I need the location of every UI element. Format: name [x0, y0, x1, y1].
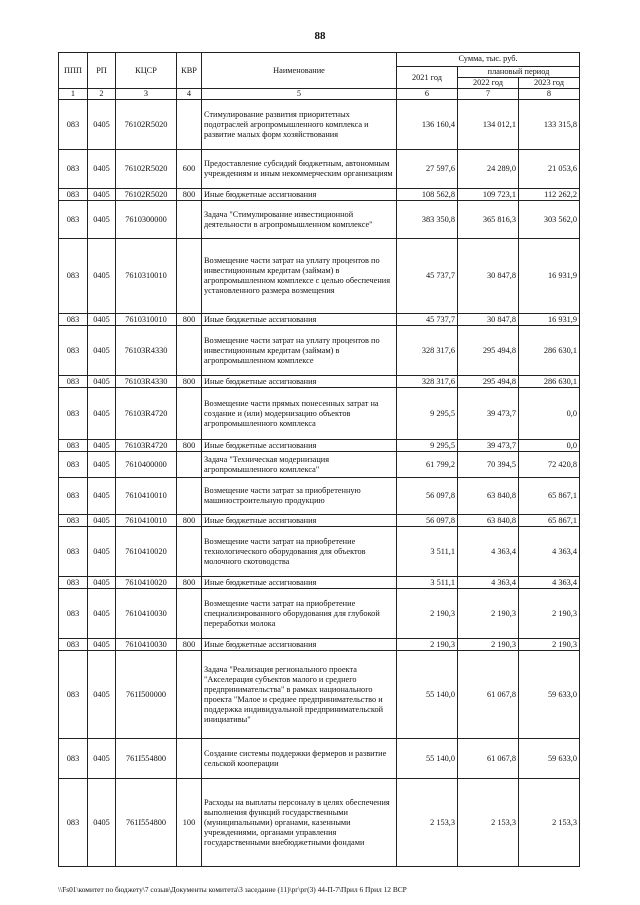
table-row — [59, 201, 580, 239]
cell-name: Иные бюджетные ассигнования — [202, 639, 397, 651]
cell-ppp: 083 — [59, 440, 88, 452]
cell-kcsr: 7610310010 — [116, 314, 177, 326]
cell-name: Иные бюджетные ассигнования — [202, 189, 397, 201]
table-row — [59, 189, 580, 201]
cell-2021: 55 140,0 — [397, 651, 458, 739]
cell-rp: 0405 — [88, 326, 116, 376]
cell-kcsr: 7610410030 — [116, 639, 177, 651]
cell-2021: 328 317,6 — [397, 326, 458, 376]
cell-kcsr: 76102R5020 — [116, 100, 177, 150]
cell-kvr — [177, 452, 202, 478]
cell-2022: 4 363,4 — [458, 527, 519, 577]
cell-kvr: 800 — [177, 376, 202, 388]
col-number-1: 1 — [59, 89, 88, 100]
col-number-5: 5 — [202, 89, 397, 100]
col-number-6: 6 — [397, 89, 458, 100]
cell-kcsr: 7610410030 — [116, 589, 177, 639]
cell-2022: 295 494,8 — [458, 326, 519, 376]
cell-ppp: 083 — [59, 326, 88, 376]
cell-2021: 45 737,7 — [397, 239, 458, 314]
cell-2023: 286 630,1 — [519, 376, 580, 388]
cell-kcsr: 7610410020 — [116, 527, 177, 577]
cell-ppp: 083 — [59, 651, 88, 739]
cell-kcsr: 76103R4330 — [116, 376, 177, 388]
cell-2023: 4 363,4 — [519, 527, 580, 577]
col-header-rp: РП — [88, 53, 116, 89]
cell-2021: 328 317,6 — [397, 376, 458, 388]
budget-table — [58, 52, 580, 867]
cell-ppp: 083 — [59, 515, 88, 527]
cell-2023: 59 633,0 — [519, 651, 580, 739]
table-row — [59, 376, 580, 388]
cell-2023: 59 633,0 — [519, 739, 580, 779]
cell-2022: 63 840,8 — [458, 515, 519, 527]
cell-kvr — [177, 100, 202, 150]
cell-2023: 133 315,8 — [519, 100, 580, 150]
cell-kvr — [177, 478, 202, 515]
cell-name: Иные бюджетные ассигнования — [202, 440, 397, 452]
cell-kcsr: 76103R4330 — [116, 326, 177, 376]
cell-ppp: 083 — [59, 150, 88, 189]
cell-2023: 65 867,1 — [519, 515, 580, 527]
col-number-4: 4 — [177, 89, 202, 100]
cell-rp: 0405 — [88, 527, 116, 577]
cell-name: Задача "Техническая модернизация агропромышленного комплекса" — [202, 452, 397, 478]
cell-2021: 56 097,8 — [397, 478, 458, 515]
cell-2021: 3 511,1 — [397, 527, 458, 577]
cell-name: Иные бюджетные ассигнования — [202, 515, 397, 527]
column-number-row — [59, 89, 580, 100]
cell-2023: 2 153,3 — [519, 779, 580, 867]
cell-ppp: 083 — [59, 639, 88, 651]
cell-kvr — [177, 239, 202, 314]
cell-kcsr: 76102R5020 — [116, 150, 177, 189]
cell-2023: 2 190,3 — [519, 639, 580, 651]
cell-2021: 3 511,1 — [397, 577, 458, 589]
cell-rp: 0405 — [88, 440, 116, 452]
cell-kvr — [177, 589, 202, 639]
cell-2022: 24 289,0 — [458, 150, 519, 189]
cell-2022: 134 012,1 — [458, 100, 519, 150]
col-header-2021: 2021 год — [397, 67, 458, 89]
cell-name: Возмещение части затрат на уплату процентов по инвестиционным кредитам (займам) в агропромышленном комплексе — [202, 326, 397, 376]
cell-2021: 136 160,4 — [397, 100, 458, 150]
cell-name: Возмещение части затрат на приобретение технологического оборудования для объектов молочного скотоводства — [202, 527, 397, 577]
cell-kvr: 100 — [177, 779, 202, 867]
cell-2022: 61 067,8 — [458, 651, 519, 739]
col-header-sum: Сумма, тыс. руб. — [397, 53, 580, 67]
cell-rp: 0405 — [88, 189, 116, 201]
cell-ppp: 083 — [59, 239, 88, 314]
cell-kvr — [177, 388, 202, 440]
cell-ppp: 083 — [59, 201, 88, 239]
cell-2023: 2 190,3 — [519, 589, 580, 639]
cell-rp: 0405 — [88, 388, 116, 440]
cell-rp: 0405 — [88, 651, 116, 739]
cell-2022: 365 816,3 — [458, 201, 519, 239]
cell-2021: 2 190,3 — [397, 589, 458, 639]
cell-rp: 0405 — [88, 452, 116, 478]
col-header-2023: 2023 год — [519, 78, 580, 89]
cell-2021: 2 190,3 — [397, 639, 458, 651]
cell-2023: 0,0 — [519, 388, 580, 440]
cell-name: Возмещение части затрат на приобретение специализированного оборудования для глубокой переработки молока — [202, 589, 397, 639]
cell-2023: 303 562,0 — [519, 201, 580, 239]
cell-ppp: 083 — [59, 388, 88, 440]
table-row — [59, 651, 580, 739]
cell-2022: 30 847,8 — [458, 314, 519, 326]
cell-2021: 55 140,0 — [397, 739, 458, 779]
col-number-2: 2 — [88, 89, 116, 100]
cell-2023: 21 053,6 — [519, 150, 580, 189]
cell-2022: 63 840,8 — [458, 478, 519, 515]
cell-kvr — [177, 651, 202, 739]
cell-kcsr: 7610300000 — [116, 201, 177, 239]
cell-kvr: 800 — [177, 314, 202, 326]
cell-name: Создание системы поддержки фермеров и развитие сельской кооперации — [202, 739, 397, 779]
cell-2022: 2 153,3 — [458, 779, 519, 867]
cell-ppp: 083 — [59, 189, 88, 201]
cell-ppp: 083 — [59, 376, 88, 388]
cell-2021: 383 350,8 — [397, 201, 458, 239]
cell-kvr — [177, 739, 202, 779]
cell-2023: 16 931,9 — [519, 314, 580, 326]
footer-file-path: \\Fs01\комитет по бюджету\7 созыв\Документы комитета\3 заседание (11)\рг\рг(3) 44-П-7\Прил 6 Прил 12 ВСР — [58, 885, 407, 894]
table-row — [59, 452, 580, 478]
cell-kcsr: 7610410020 — [116, 577, 177, 589]
cell-name: Иные бюджетные ассигнования — [202, 577, 397, 589]
cell-rp: 0405 — [88, 639, 116, 651]
col-number-3: 3 — [116, 89, 177, 100]
cell-ppp: 083 — [59, 100, 88, 150]
cell-2021: 2 153,3 — [397, 779, 458, 867]
table-row — [59, 527, 580, 577]
table-row — [59, 440, 580, 452]
cell-kcsr: 761I554800 — [116, 739, 177, 779]
cell-name: Возмещение части прямых понесенных затрат на создание и (или) модернизацию объектов агропромышленного комплекса — [202, 388, 397, 440]
cell-ppp: 083 — [59, 314, 88, 326]
cell-ppp: 083 — [59, 739, 88, 779]
cell-2022: 61 067,8 — [458, 739, 519, 779]
table-row — [59, 639, 580, 651]
cell-name: Иные бюджетные ассигнования — [202, 314, 397, 326]
cell-rp: 0405 — [88, 239, 116, 314]
col-number-8: 8 — [519, 89, 580, 100]
cell-2021: 9 295,5 — [397, 440, 458, 452]
cell-2023: 0,0 — [519, 440, 580, 452]
table-header — [59, 53, 580, 100]
cell-kcsr: 7610410010 — [116, 515, 177, 527]
col-header-name: Наименование — [202, 53, 397, 89]
cell-kcsr: 7610310010 — [116, 239, 177, 314]
cell-kvr — [177, 527, 202, 577]
cell-2023: 4 363,4 — [519, 577, 580, 589]
cell-2023: 65 867,1 — [519, 478, 580, 515]
cell-name: Задача "Стимулирование инвестиционной деятельности в агропромышленном комплексе" — [202, 201, 397, 239]
col-header-ppp: ППП — [59, 53, 88, 89]
cell-rp: 0405 — [88, 779, 116, 867]
cell-rp: 0405 — [88, 376, 116, 388]
cell-ppp: 083 — [59, 452, 88, 478]
table-row — [59, 100, 580, 150]
cell-kvr: 800 — [177, 577, 202, 589]
cell-rp: 0405 — [88, 314, 116, 326]
cell-kvr: 800 — [177, 515, 202, 527]
cell-rp: 0405 — [88, 201, 116, 239]
cell-2022: 2 190,3 — [458, 589, 519, 639]
cell-kcsr: 76102R5020 — [116, 189, 177, 201]
cell-2022: 70 394,5 — [458, 452, 519, 478]
cell-name: Иные бюджетные ассигнования — [202, 376, 397, 388]
cell-name: Возмещение части затрат за приобретенную машиностроительную продукцию — [202, 478, 397, 515]
table-row — [59, 314, 580, 326]
cell-name: Возмещение части затрат на уплату процентов по инвестиционным кредитам (займам) в агропромышленном комплексе с целью обеспечения установленного размера возмещения — [202, 239, 397, 314]
cell-2023: 112 262,2 — [519, 189, 580, 201]
cell-2023: 286 630,1 — [519, 326, 580, 376]
cell-2022: 295 494,8 — [458, 376, 519, 388]
cell-2021: 9 295,5 — [397, 388, 458, 440]
table-row — [59, 739, 580, 779]
table-row — [59, 515, 580, 527]
cell-kcsr: 76103R4720 — [116, 388, 177, 440]
cell-2022: 39 473,7 — [458, 388, 519, 440]
table-row — [59, 388, 580, 440]
cell-kcsr: 7610400000 — [116, 452, 177, 478]
cell-2022: 4 363,4 — [458, 577, 519, 589]
cell-2021: 56 097,8 — [397, 515, 458, 527]
cell-kcsr: 76103R4720 — [116, 440, 177, 452]
table-row — [59, 589, 580, 639]
cell-rp: 0405 — [88, 478, 116, 515]
cell-kcsr: 761I500000 — [116, 651, 177, 739]
cell-kvr: 800 — [177, 639, 202, 651]
cell-name: Стимулирование развития приоритетных подотраслей агропромышленного комплекса и развитие малых форм хозяйствования — [202, 100, 397, 150]
cell-rp: 0405 — [88, 589, 116, 639]
table-row — [59, 150, 580, 189]
cell-ppp: 083 — [59, 527, 88, 577]
cell-ppp: 083 — [59, 589, 88, 639]
table-body — [59, 100, 580, 867]
cell-2021: 61 799,2 — [397, 452, 458, 478]
cell-2021: 45 737,7 — [397, 314, 458, 326]
cell-2022: 2 190,3 — [458, 639, 519, 651]
col-header-kvr: КВР — [177, 53, 202, 89]
cell-2023: 72 420,8 — [519, 452, 580, 478]
cell-2021: 27 597,6 — [397, 150, 458, 189]
cell-name: Задача "Реализация регионального проекта "Акселерация субъектов малого и среднего предпринимательства" в рамках национального проекта "Малое и среднее предпринимательство и поддержка индивидуальной предпринимательской инициативы" — [202, 651, 397, 739]
cell-kcsr: 7610410010 — [116, 478, 177, 515]
cell-rp: 0405 — [88, 100, 116, 150]
col-header-kcsr: КЦСР — [116, 53, 177, 89]
cell-rp: 0405 — [88, 515, 116, 527]
page-number: 88 — [314, 30, 326, 42]
cell-kvr — [177, 201, 202, 239]
cell-name: Расходы на выплаты персоналу в целях обеспечения выполнения функций государственными (муниципальными) органами, казенными учреждениями, органами управления государственными внебюджетными фондами — [202, 779, 397, 867]
cell-2022: 39 473,7 — [458, 440, 519, 452]
table-row — [59, 478, 580, 515]
cell-name: Предоставление субсидий бюджетным, автономным учреждениям и иным некоммерческим организациям — [202, 150, 397, 189]
table-row — [59, 577, 580, 589]
cell-ppp: 083 — [59, 779, 88, 867]
col-number-7: 7 — [458, 89, 519, 100]
table-row — [59, 239, 580, 314]
cell-ppp: 083 — [59, 577, 88, 589]
col-header-planning-period: плановый период — [458, 67, 580, 78]
cell-2022: 109 723,1 — [458, 189, 519, 201]
cell-2023: 16 931,9 — [519, 239, 580, 314]
cell-kvr: 800 — [177, 440, 202, 452]
table-row — [59, 326, 580, 376]
cell-kvr: 600 — [177, 150, 202, 189]
cell-2021: 108 562,8 — [397, 189, 458, 201]
cell-2022: 30 847,8 — [458, 239, 519, 314]
cell-kvr — [177, 326, 202, 376]
cell-kcsr: 761I554800 — [116, 779, 177, 867]
cell-rp: 0405 — [88, 739, 116, 779]
cell-kvr: 800 — [177, 189, 202, 201]
col-header-2022: 2022 год — [458, 78, 519, 89]
cell-rp: 0405 — [88, 577, 116, 589]
cell-ppp: 083 — [59, 478, 88, 515]
cell-rp: 0405 — [88, 150, 116, 189]
table-row — [59, 779, 580, 867]
